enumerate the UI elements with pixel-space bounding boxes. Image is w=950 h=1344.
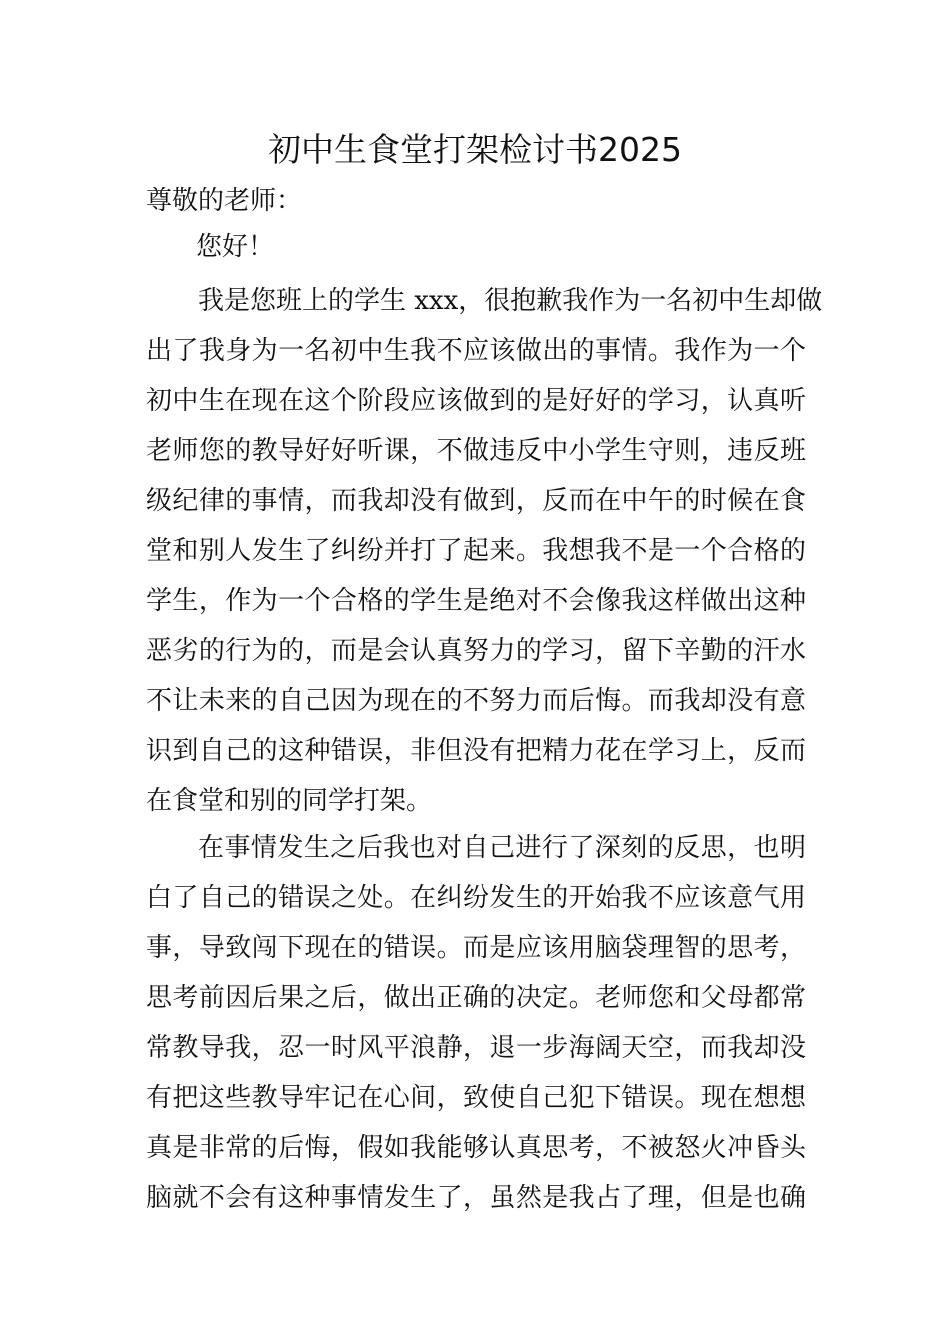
paragraph-line: 不让未来的自己因为现在的不努力而后悔。而我却没有意: [146, 686, 806, 716]
paragraph-line: 有把这些教导牢记在心间，致使自己犯下错误。现在想想: [146, 1083, 806, 1113]
paragraph-line: 出了我身为一名初中生我不应该做出的事情。我作为一个: [146, 336, 806, 366]
document-title: 初中生食堂打架检讨书2025: [268, 130, 682, 169]
paragraph-line: 学生，作为一个合格的学生是绝对不会像我这样做出这种: [146, 586, 806, 616]
salutation: 尊敬的老师：: [146, 186, 303, 216]
paragraph-line: 我是您班上的学生 xxx，很抱歉我作为一名初中生却做: [198, 286, 823, 316]
paragraph-line: 堂和别人发生了纠纷并打了起来。我想我不是一个合格的: [146, 536, 806, 566]
paragraph-line: 白了自己的错误之处。在纠纷发生的开始我不应该意气用: [146, 883, 806, 913]
paragraph-line: 事，导致闯下现在的错误。而是应该用脑袋理智的思考，: [146, 933, 806, 963]
paragraph-line: 级纪律的事情，而我却没有做到，反而在中午的时候在食: [146, 486, 806, 516]
paragraph-line: 思考前因后果之后，做出正确的决定。老师您和父母都常: [146, 983, 806, 1013]
paragraph-line: 真是非常的后悔，假如我能够认真思考，不被怒火冲昏头: [146, 1133, 806, 1163]
paragraph-line: 老师您的教导好好听课，不做违反中小学生守则，违反班: [146, 436, 806, 466]
paragraph-line: 在事情发生之后我也对自己进行了深刻的反思，也明: [198, 833, 806, 863]
paragraph-line: 初中生在现在这个阶段应该做到的是好好的学习，认真听: [146, 386, 806, 416]
paragraph-line: 脑就不会有这种事情发生了，虽然是我占了理，但是也确: [146, 1183, 806, 1213]
greeting: 您好！: [196, 232, 275, 262]
paragraph-line: 识到自己的这种错误，非但没有把精力花在学习上，反而: [146, 736, 806, 766]
paragraph-line: 在食堂和别的同学打架。: [146, 786, 433, 816]
paragraph-line: 恶劣的行为的，而是会认真努力的学习，留下辛勤的汗水: [146, 636, 806, 666]
paragraph-line: 常教导我，忍一时风平浪静，退一步海阔天空，而我却没: [146, 1033, 806, 1063]
